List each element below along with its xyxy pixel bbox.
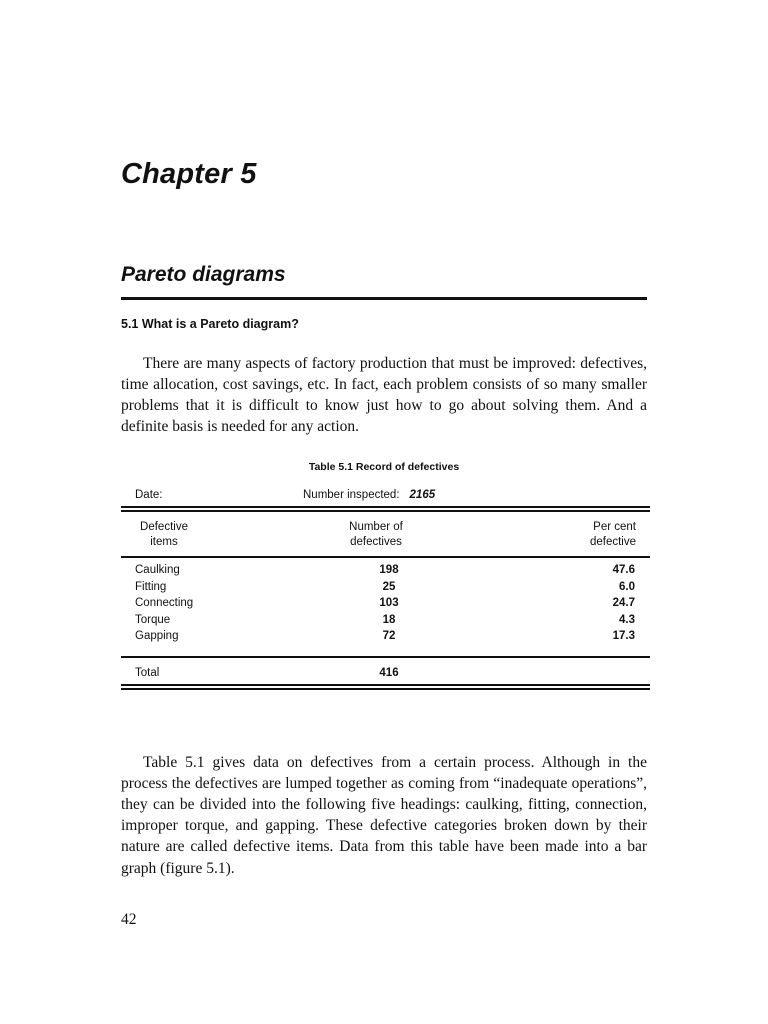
chapter-title: Chapter 5: [121, 158, 257, 190]
paragraph-table-discussion: Table 5.1 gives data on defectives from a certain process. Although in the process the defectives are lumped together as coming from “inadequate operations”, they can be divided into the following five headings: caulking, fitting, connection, improper torque, and gapping. These defective categories broken down by their nature are called defective items. Data from this table have been made into a bar graph (figure 5.1).: [121, 753, 647, 877]
inspected-value: 2165: [409, 489, 436, 501]
row-number: 18: [382, 613, 396, 626]
header-number-defectives: [344, 520, 408, 550]
table-bottom-rule-inner: [121, 688, 650, 690]
header-percent-defective: [566, 520, 636, 550]
row-item: Gapping: [135, 630, 179, 642]
row-number: 25: [382, 580, 396, 593]
row-percent: 4.3: [619, 613, 635, 626]
row-item: Fitting: [135, 580, 167, 593]
header-defective-items: [134, 520, 194, 550]
inspected-label: Number inspected:: [303, 489, 400, 501]
paragraph-intro: There are many aspects of factory production that must be improved: defectives, time allocation, cost savings, etc. In fact, each problem consists of so many smaller problems that it is difficult to know just how to go about solving them. And a definite basis is needed for any action.: [121, 354, 647, 436]
row-item: Torque: [135, 613, 171, 626]
header-percent-line1: Per cent: [593, 521, 636, 533]
row-percent: 6.0: [619, 580, 635, 593]
row-item: Connecting: [135, 597, 194, 609]
row-number: 198: [379, 564, 399, 576]
row-number: 103: [379, 597, 399, 609]
table-row: [135, 581, 635, 598]
inspected-info: [303, 489, 435, 501]
header-rule: [121, 556, 650, 558]
row-item: Caulking: [135, 564, 180, 576]
table-row: [135, 597, 635, 614]
table-top-rule: [121, 506, 650, 508]
row-percent: 47.6: [612, 564, 635, 576]
table-row: [135, 630, 635, 647]
date-label: Date:: [135, 489, 163, 501]
header-number-line2: defectives: [350, 536, 402, 548]
total-rule: [121, 656, 650, 658]
table-caption: Table 5.1 Record of defectives: [308, 461, 460, 473]
total-number: 416: [379, 667, 399, 679]
table-row: [135, 564, 635, 581]
header-items-line1: Defective: [140, 521, 188, 533]
header-percent-line2: defective: [589, 536, 636, 548]
row-number: 72: [382, 630, 396, 642]
section-title: Pareto diagrams: [121, 263, 286, 286]
table-row: [135, 614, 635, 631]
section-rule: [121, 297, 647, 300]
header-number-line1: Number of: [349, 521, 403, 533]
table-top-rule-inner: [121, 510, 650, 512]
table-bottom-rule: [121, 684, 650, 686]
header-items-line2: items: [150, 536, 178, 548]
page-number: 42: [121, 911, 137, 928]
subsection-heading: 5.1 What is a Pareto diagram?: [121, 317, 299, 331]
row-percent: 17.3: [612, 630, 635, 642]
row-percent: 24.7: [612, 597, 635, 609]
total-label: Total: [135, 667, 160, 679]
table-body: [135, 564, 635, 647]
